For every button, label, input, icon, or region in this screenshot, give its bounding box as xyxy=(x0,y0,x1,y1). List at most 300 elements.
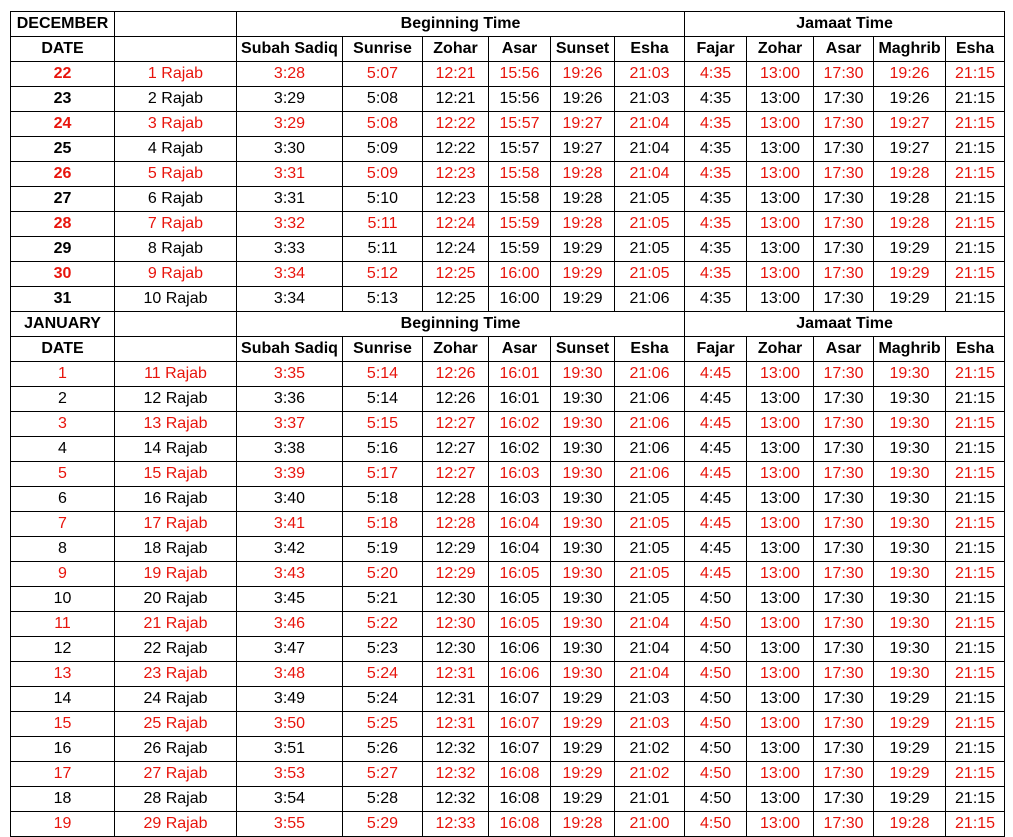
islamic-date-cell: 5 Rajab xyxy=(115,162,237,187)
table-row xyxy=(11,637,1005,662)
sunset-cell: 19:29 xyxy=(551,737,615,762)
jamaat-esha-cell: 21:15 xyxy=(946,812,1005,837)
group-header-row xyxy=(11,312,1005,337)
sunset-cell: 19:29 xyxy=(551,787,615,812)
sunrise-cell: 5:16 xyxy=(343,437,423,462)
asar-cell: 15:57 xyxy=(489,112,551,137)
jamaat-fajar-cell: 4:35 xyxy=(685,237,747,262)
sunset-cell: 19:30 xyxy=(551,587,615,612)
islamic-date-cell: 27 Rajab xyxy=(115,762,237,787)
jamaat-esha-cell: 21:15 xyxy=(946,87,1005,112)
jamaat-maghrib-cell: 19:28 xyxy=(874,812,946,837)
esha-cell: 21:05 xyxy=(615,212,685,237)
date-cell: 29 xyxy=(11,237,115,262)
subah-sadiq-cell: 3:43 xyxy=(237,562,343,587)
asar-cell: 16:07 xyxy=(489,687,551,712)
asar-cell: 15:56 xyxy=(489,87,551,112)
esha-cell: 21:05 xyxy=(615,262,685,287)
date-cell: 3 xyxy=(11,412,115,437)
jamaat-fajar-cell: 4:35 xyxy=(685,62,747,87)
jamaat-maghrib-cell: 19:29 xyxy=(874,262,946,287)
column-header-row xyxy=(11,337,1005,362)
date-cell: 8 xyxy=(11,537,115,562)
jamaat-asar-cell: 17:30 xyxy=(814,112,874,137)
jamaat-asar-cell: 17:30 xyxy=(814,262,874,287)
subah-sadiq-cell: 3:32 xyxy=(237,212,343,237)
asar-cell: 15:58 xyxy=(489,162,551,187)
jamaat-zohar-cell: 13:00 xyxy=(747,62,814,87)
esha-cell: 21:06 xyxy=(615,412,685,437)
sunset-cell: 19:28 xyxy=(551,162,615,187)
subah-sadiq-cell: 3:48 xyxy=(237,662,343,687)
esha-cell: 21:05 xyxy=(615,562,685,587)
jamaat-fajar-cell: 4:35 xyxy=(685,87,747,112)
esha-cell: 21:01 xyxy=(615,787,685,812)
jamaat-esha-cell: 21:15 xyxy=(946,412,1005,437)
islamic-date-cell: 23 Rajab xyxy=(115,662,237,687)
jamaat-asar-cell: 17:30 xyxy=(814,62,874,87)
esha-cell: 21:05 xyxy=(615,187,685,212)
jamaat-fajar-cell: 4:35 xyxy=(685,187,747,212)
jamaat-fajar-cell: 4:45 xyxy=(685,512,747,537)
sunrise-cell: 5:08 xyxy=(343,112,423,137)
beginning-column-header: Esha xyxy=(615,37,685,62)
date-cell: 1 xyxy=(11,362,115,387)
date-cell: 11 xyxy=(11,612,115,637)
jamaat-zohar-cell: 13:00 xyxy=(747,637,814,662)
islamic-date-cell: 2 Rajab xyxy=(115,87,237,112)
esha-cell: 21:05 xyxy=(615,487,685,512)
sunrise-cell: 5:17 xyxy=(343,462,423,487)
subah-sadiq-cell: 3:37 xyxy=(237,412,343,437)
jamaat-asar-cell: 17:30 xyxy=(814,537,874,562)
beginning-column-header: Zohar xyxy=(423,337,489,362)
asar-cell: 16:03 xyxy=(489,487,551,512)
sunset-cell: 19:30 xyxy=(551,537,615,562)
sunrise-cell: 5:13 xyxy=(343,287,423,312)
jamaat-fajar-cell: 4:50 xyxy=(685,712,747,737)
jamaat-asar-cell: 17:30 xyxy=(814,212,874,237)
table-row xyxy=(11,612,1005,637)
jamaat-zohar-cell: 13:00 xyxy=(747,512,814,537)
esha-cell: 21:04 xyxy=(615,662,685,687)
subah-sadiq-cell: 3:29 xyxy=(237,112,343,137)
subah-sadiq-cell: 3:45 xyxy=(237,587,343,612)
sunset-cell: 19:30 xyxy=(551,362,615,387)
zohar-cell: 12:30 xyxy=(423,637,489,662)
jamaat-esha-cell: 21:15 xyxy=(946,737,1005,762)
table-row xyxy=(11,137,1005,162)
date-cell: 26 xyxy=(11,162,115,187)
sunset-cell: 19:30 xyxy=(551,487,615,512)
table-row xyxy=(11,787,1005,812)
asar-cell: 16:00 xyxy=(489,287,551,312)
jamaat-maghrib-cell: 19:30 xyxy=(874,487,946,512)
jamaat-esha-cell: 21:15 xyxy=(946,112,1005,137)
group-header-row xyxy=(11,12,1005,37)
date-cell: 15 xyxy=(11,712,115,737)
subah-sadiq-cell: 3:41 xyxy=(237,512,343,537)
jamaat-column-header: Maghrib xyxy=(874,337,946,362)
jamaat-esha-cell: 21:15 xyxy=(946,637,1005,662)
blank-cell xyxy=(115,337,237,362)
islamic-date-cell: 6 Rajab xyxy=(115,187,237,212)
jamaat-esha-cell: 21:15 xyxy=(946,187,1005,212)
asar-cell: 16:00 xyxy=(489,262,551,287)
jamaat-fajar-cell: 4:35 xyxy=(685,112,747,137)
jamaat-asar-cell: 17:30 xyxy=(814,362,874,387)
sunset-cell: 19:30 xyxy=(551,387,615,412)
date-cell: 16 xyxy=(11,737,115,762)
table-row xyxy=(11,412,1005,437)
sunrise-cell: 5:15 xyxy=(343,412,423,437)
jamaat-esha-cell: 21:15 xyxy=(946,512,1005,537)
asar-cell: 16:06 xyxy=(489,637,551,662)
jamaat-maghrib-cell: 19:30 xyxy=(874,612,946,637)
zohar-cell: 12:23 xyxy=(423,162,489,187)
jamaat-esha-cell: 21:15 xyxy=(946,62,1005,87)
jamaat-zohar-cell: 13:00 xyxy=(747,262,814,287)
esha-cell: 21:05 xyxy=(615,512,685,537)
sunrise-cell: 5:25 xyxy=(343,712,423,737)
jamaat-maghrib-cell: 19:30 xyxy=(874,437,946,462)
jamaat-zohar-cell: 13:00 xyxy=(747,462,814,487)
islamic-date-cell: 19 Rajab xyxy=(115,562,237,587)
sunrise-cell: 5:12 xyxy=(343,262,423,287)
jamaat-column-header: Asar xyxy=(814,337,874,362)
date-cell: 12 xyxy=(11,637,115,662)
date-cell: 27 xyxy=(11,187,115,212)
islamic-date-cell: 4 Rajab xyxy=(115,137,237,162)
asar-cell: 16:02 xyxy=(489,437,551,462)
zohar-cell: 12:21 xyxy=(423,87,489,112)
islamic-date-cell: 17 Rajab xyxy=(115,512,237,537)
esha-cell: 21:04 xyxy=(615,637,685,662)
table-row xyxy=(11,812,1005,837)
jamaat-column-header: Esha xyxy=(946,337,1005,362)
asar-cell: 15:58 xyxy=(489,187,551,212)
date-cell: 31 xyxy=(11,287,115,312)
beginning-column-header: Subah Sadiq xyxy=(237,37,343,62)
blank-cell xyxy=(115,12,237,37)
month-label: JANUARY xyxy=(11,312,115,337)
subah-sadiq-cell: 3:36 xyxy=(237,387,343,412)
jamaat-maghrib-cell: 19:30 xyxy=(874,637,946,662)
jamaat-fajar-cell: 4:50 xyxy=(685,812,747,837)
jamaat-maghrib-cell: 19:28 xyxy=(874,212,946,237)
jamaat-esha-cell: 21:15 xyxy=(946,687,1005,712)
table-row xyxy=(11,737,1005,762)
jamaat-asar-cell: 17:30 xyxy=(814,812,874,837)
jamaat-asar-cell: 17:30 xyxy=(814,412,874,437)
sunrise-cell: 5:11 xyxy=(343,237,423,262)
esha-cell: 21:06 xyxy=(615,362,685,387)
subah-sadiq-cell: 3:31 xyxy=(237,187,343,212)
table-row xyxy=(11,187,1005,212)
jamaat-asar-cell: 17:30 xyxy=(814,612,874,637)
jamaat-asar-cell: 17:30 xyxy=(814,437,874,462)
islamic-date-cell: 1 Rajab xyxy=(115,62,237,87)
beginning-column-header: Sunrise xyxy=(343,37,423,62)
jamaat-zohar-cell: 13:00 xyxy=(747,812,814,837)
date-cell: 17 xyxy=(11,762,115,787)
date-cell: 22 xyxy=(11,62,115,87)
jamaat-asar-cell: 17:30 xyxy=(814,162,874,187)
sunrise-cell: 5:08 xyxy=(343,87,423,112)
date-column-header: DATE xyxy=(11,37,115,62)
beginning-column-header: Esha xyxy=(615,337,685,362)
sunset-cell: 19:28 xyxy=(551,187,615,212)
sunrise-cell: 5:11 xyxy=(343,212,423,237)
zohar-cell: 12:27 xyxy=(423,437,489,462)
sunrise-cell: 5:28 xyxy=(343,787,423,812)
subah-sadiq-cell: 3:49 xyxy=(237,687,343,712)
asar-cell: 15:59 xyxy=(489,212,551,237)
zohar-cell: 12:31 xyxy=(423,662,489,687)
zohar-cell: 12:31 xyxy=(423,687,489,712)
esha-cell: 21:04 xyxy=(615,612,685,637)
date-cell: 14 xyxy=(11,687,115,712)
table-row xyxy=(11,87,1005,112)
jamaat-maghrib-cell: 19:29 xyxy=(874,762,946,787)
jamaat-esha-cell: 21:15 xyxy=(946,262,1005,287)
sunset-cell: 19:29 xyxy=(551,287,615,312)
jamaat-asar-cell: 17:30 xyxy=(814,562,874,587)
jamaat-asar-cell: 17:30 xyxy=(814,187,874,212)
zohar-cell: 12:27 xyxy=(423,462,489,487)
esha-cell: 21:04 xyxy=(615,162,685,187)
asar-cell: 16:07 xyxy=(489,712,551,737)
table-row xyxy=(11,262,1005,287)
jamaat-asar-cell: 17:30 xyxy=(814,787,874,812)
islamic-date-cell: 28 Rajab xyxy=(115,787,237,812)
zohar-cell: 12:28 xyxy=(423,512,489,537)
jamaat-zohar-cell: 13:00 xyxy=(747,487,814,512)
jamaat-asar-cell: 17:30 xyxy=(814,637,874,662)
sunset-cell: 19:27 xyxy=(551,112,615,137)
jamaat-zohar-cell: 13:00 xyxy=(747,437,814,462)
asar-cell: 16:06 xyxy=(489,662,551,687)
islamic-date-cell: 11 Rajab xyxy=(115,362,237,387)
esha-cell: 21:04 xyxy=(615,137,685,162)
jamaat-esha-cell: 21:15 xyxy=(946,237,1005,262)
sunset-cell: 19:30 xyxy=(551,512,615,537)
zohar-cell: 12:24 xyxy=(423,212,489,237)
sunset-cell: 19:27 xyxy=(551,137,615,162)
islamic-date-cell: 26 Rajab xyxy=(115,737,237,762)
jamaat-maghrib-cell: 19:26 xyxy=(874,87,946,112)
subah-sadiq-cell: 3:31 xyxy=(237,162,343,187)
date-column-header: DATE xyxy=(11,337,115,362)
jamaat-zohar-cell: 13:00 xyxy=(747,287,814,312)
asar-cell: 16:08 xyxy=(489,812,551,837)
beginning-column-header: Sunset xyxy=(551,37,615,62)
date-cell: 30 xyxy=(11,262,115,287)
islamic-date-cell: 9 Rajab xyxy=(115,262,237,287)
sunset-cell: 19:28 xyxy=(551,812,615,837)
jamaat-fajar-cell: 4:50 xyxy=(685,637,747,662)
table-row xyxy=(11,687,1005,712)
jamaat-fajar-cell: 4:35 xyxy=(685,287,747,312)
esha-cell: 21:06 xyxy=(615,462,685,487)
table-row xyxy=(11,462,1005,487)
jamaat-asar-cell: 17:30 xyxy=(814,737,874,762)
sunset-cell: 19:30 xyxy=(551,462,615,487)
prayer-timetable xyxy=(10,11,1005,837)
sunrise-cell: 5:18 xyxy=(343,512,423,537)
jamaat-maghrib-cell: 19:30 xyxy=(874,512,946,537)
table-row xyxy=(11,487,1005,512)
jamaat-esha-cell: 21:15 xyxy=(946,487,1005,512)
date-cell: 5 xyxy=(11,462,115,487)
jamaat-maghrib-cell: 19:29 xyxy=(874,237,946,262)
table-row xyxy=(11,562,1005,587)
subah-sadiq-cell: 3:50 xyxy=(237,712,343,737)
jamaat-zohar-cell: 13:00 xyxy=(747,162,814,187)
date-cell: 9 xyxy=(11,562,115,587)
jamaat-maghrib-cell: 19:29 xyxy=(874,787,946,812)
esha-cell: 21:03 xyxy=(615,687,685,712)
jamaat-zohar-cell: 13:00 xyxy=(747,212,814,237)
zohar-cell: 12:23 xyxy=(423,187,489,212)
jamaat-esha-cell: 21:15 xyxy=(946,437,1005,462)
jamaat-fajar-cell: 4:45 xyxy=(685,362,747,387)
sunset-cell: 19:26 xyxy=(551,87,615,112)
jamaat-maghrib-cell: 19:27 xyxy=(874,112,946,137)
table-row xyxy=(11,287,1005,312)
jamaat-asar-cell: 17:30 xyxy=(814,712,874,737)
subah-sadiq-cell: 3:28 xyxy=(237,62,343,87)
asar-cell: 15:57 xyxy=(489,137,551,162)
blank-cell xyxy=(115,312,237,337)
jamaat-fajar-cell: 4:35 xyxy=(685,262,747,287)
islamic-date-cell: 10 Rajab xyxy=(115,287,237,312)
subah-sadiq-cell: 3:38 xyxy=(237,437,343,462)
jamaat-time-header: Jamaat Time xyxy=(685,12,1005,37)
islamic-date-cell: 25 Rajab xyxy=(115,712,237,737)
table-row xyxy=(11,212,1005,237)
table-row xyxy=(11,387,1005,412)
jamaat-zohar-cell: 13:00 xyxy=(747,737,814,762)
sunset-cell: 19:29 xyxy=(551,762,615,787)
jamaat-zohar-cell: 13:00 xyxy=(747,787,814,812)
sunrise-cell: 5:09 xyxy=(343,137,423,162)
asar-cell: 16:08 xyxy=(489,762,551,787)
islamic-date-cell: 13 Rajab xyxy=(115,412,237,437)
table-row xyxy=(11,362,1005,387)
jamaat-esha-cell: 21:15 xyxy=(946,162,1005,187)
jamaat-fajar-cell: 4:45 xyxy=(685,437,747,462)
blank-cell xyxy=(115,37,237,62)
jamaat-fajar-cell: 4:45 xyxy=(685,387,747,412)
jamaat-asar-cell: 17:30 xyxy=(814,387,874,412)
sunrise-cell: 5:10 xyxy=(343,187,423,212)
jamaat-fajar-cell: 4:45 xyxy=(685,487,747,512)
sunset-cell: 19:30 xyxy=(551,612,615,637)
jamaat-zohar-cell: 13:00 xyxy=(747,112,814,137)
zohar-cell: 12:31 xyxy=(423,712,489,737)
jamaat-asar-cell: 17:30 xyxy=(814,137,874,162)
jamaat-esha-cell: 21:15 xyxy=(946,362,1005,387)
asar-cell: 16:04 xyxy=(489,537,551,562)
islamic-date-cell: 15 Rajab xyxy=(115,462,237,487)
esha-cell: 21:03 xyxy=(615,712,685,737)
jamaat-zohar-cell: 13:00 xyxy=(747,387,814,412)
table-row xyxy=(11,712,1005,737)
table-row xyxy=(11,112,1005,137)
asar-cell: 16:01 xyxy=(489,387,551,412)
jamaat-zohar-cell: 13:00 xyxy=(747,712,814,737)
sunrise-cell: 5:23 xyxy=(343,637,423,662)
table-row xyxy=(11,512,1005,537)
subah-sadiq-cell: 3:30 xyxy=(237,137,343,162)
esha-cell: 21:05 xyxy=(615,537,685,562)
jamaat-esha-cell: 21:15 xyxy=(946,137,1005,162)
zohar-cell: 12:27 xyxy=(423,412,489,437)
zohar-cell: 12:33 xyxy=(423,812,489,837)
subah-sadiq-cell: 3:46 xyxy=(237,612,343,637)
jamaat-maghrib-cell: 19:26 xyxy=(874,62,946,87)
jamaat-fajar-cell: 4:50 xyxy=(685,762,747,787)
islamic-date-cell: 20 Rajab xyxy=(115,587,237,612)
table-row xyxy=(11,437,1005,462)
jamaat-esha-cell: 21:15 xyxy=(946,537,1005,562)
islamic-date-cell: 29 Rajab xyxy=(115,812,237,837)
sunrise-cell: 5:27 xyxy=(343,762,423,787)
jamaat-maghrib-cell: 19:29 xyxy=(874,287,946,312)
jamaat-esha-cell: 21:15 xyxy=(946,662,1005,687)
sunset-cell: 19:30 xyxy=(551,412,615,437)
jamaat-zohar-cell: 13:00 xyxy=(747,762,814,787)
subah-sadiq-cell: 3:54 xyxy=(237,787,343,812)
subah-sadiq-cell: 3:42 xyxy=(237,537,343,562)
islamic-date-cell: 24 Rajab xyxy=(115,687,237,712)
date-cell: 23 xyxy=(11,87,115,112)
jamaat-maghrib-cell: 19:29 xyxy=(874,687,946,712)
jamaat-column-header: Zohar xyxy=(747,37,814,62)
zohar-cell: 12:32 xyxy=(423,762,489,787)
jamaat-esha-cell: 21:15 xyxy=(946,212,1005,237)
subah-sadiq-cell: 3:29 xyxy=(237,87,343,112)
subah-sadiq-cell: 3:34 xyxy=(237,262,343,287)
jamaat-fajar-cell: 4:45 xyxy=(685,562,747,587)
jamaat-fajar-cell: 4:50 xyxy=(685,612,747,637)
jamaat-fajar-cell: 4:50 xyxy=(685,787,747,812)
esha-cell: 21:02 xyxy=(615,762,685,787)
jamaat-asar-cell: 17:30 xyxy=(814,87,874,112)
jamaat-zohar-cell: 13:00 xyxy=(747,237,814,262)
sunrise-cell: 5:24 xyxy=(343,662,423,687)
jamaat-esha-cell: 21:15 xyxy=(946,612,1005,637)
jamaat-column-header: Fajar xyxy=(685,37,747,62)
jamaat-zohar-cell: 13:00 xyxy=(747,362,814,387)
sunrise-cell: 5:29 xyxy=(343,812,423,837)
table-row xyxy=(11,587,1005,612)
sunrise-cell: 5:21 xyxy=(343,587,423,612)
jamaat-zohar-cell: 13:00 xyxy=(747,587,814,612)
asar-cell: 16:08 xyxy=(489,787,551,812)
asar-cell: 16:04 xyxy=(489,512,551,537)
date-cell: 4 xyxy=(11,437,115,462)
esha-cell: 21:05 xyxy=(615,587,685,612)
beginning-column-header: Sunrise xyxy=(343,337,423,362)
asar-cell: 16:05 xyxy=(489,612,551,637)
jamaat-maghrib-cell: 19:29 xyxy=(874,712,946,737)
jamaat-fajar-cell: 4:35 xyxy=(685,212,747,237)
jamaat-fajar-cell: 4:45 xyxy=(685,412,747,437)
jamaat-zohar-cell: 13:00 xyxy=(747,562,814,587)
table-row xyxy=(11,237,1005,262)
